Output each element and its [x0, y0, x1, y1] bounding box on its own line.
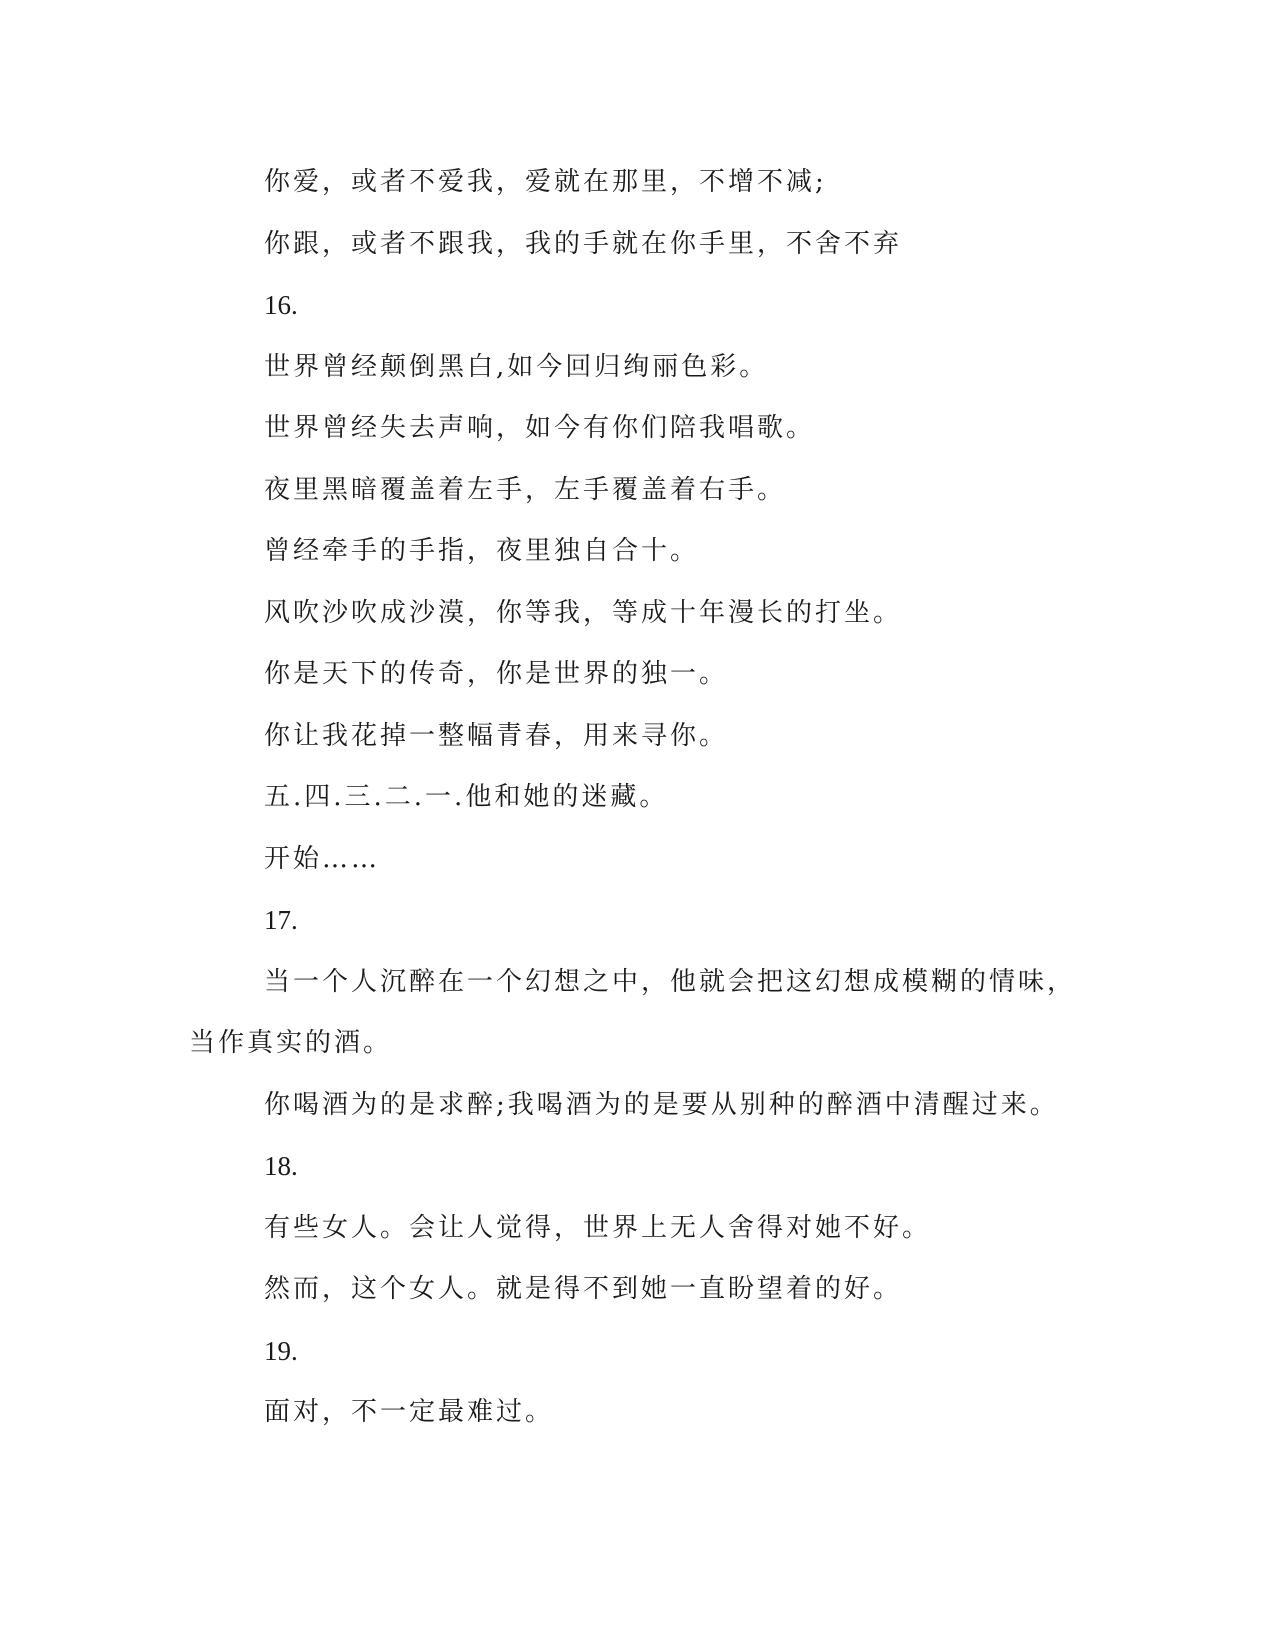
- paragraph-line: 当一个人沉醉在一个幻想之中，他就会把这幻想成模糊的情味，: [264, 966, 1077, 997]
- document-body: [189, 160, 1077, 1452]
- paragraph-line: 面对，不一定最难过。: [264, 1397, 555, 1427]
- section-number: 16.: [264, 290, 298, 320]
- paragraph-line: 你让我花掉一整幅青春，用来寻你。: [264, 720, 729, 751]
- section-number: 19.: [264, 1335, 298, 1366]
- paragraph-line: 世界曾经失去声响，如今有你们陪我唱歌。: [264, 413, 816, 443]
- paragraph-line: 你跟，或者不跟我，我的手就在你手里，不舍不弃: [264, 228, 903, 259]
- paragraph-line: 五.四.三.二.一.他和她的迷藏。: [264, 782, 669, 812]
- paragraph-line: 你爱，或者不爱我，爱就在那里，不增不减;: [264, 167, 827, 197]
- paragraph-line: 世界曾经颠倒黑白,如今回归绚丽色彩。: [264, 351, 769, 382]
- section-number: 18.: [264, 1151, 298, 1181]
- paragraph-line: 有些女人。会让人觉得，世界上无人舍得对她不好。: [264, 1212, 932, 1243]
- paragraph-line: 你是天下的传奇，你是世界的独一。: [264, 659, 729, 689]
- paragraph-line: 然而，这个女人。就是得不到她一直盼望着的好。: [264, 1274, 903, 1304]
- paragraph-line: 你喝酒为的是求醉;我喝酒为的是要从别种的醉酒中清醒过来。: [264, 1089, 1059, 1120]
- paragraph-line: 开始……: [264, 843, 381, 874]
- paragraph-line: 夜里黑暗覆盖着左手，左手覆盖着右手。: [264, 474, 787, 505]
- paragraph-continuation: 当作真实的酒。: [189, 1028, 393, 1058]
- paragraph-line: 风吹沙吹成沙漠，你等我，等成十年漫长的打坐。: [264, 597, 903, 628]
- paragraph-line: 曾经牵手的手指，夜里独自合十。: [264, 536, 700, 566]
- section-number: 17.: [264, 905, 298, 935]
